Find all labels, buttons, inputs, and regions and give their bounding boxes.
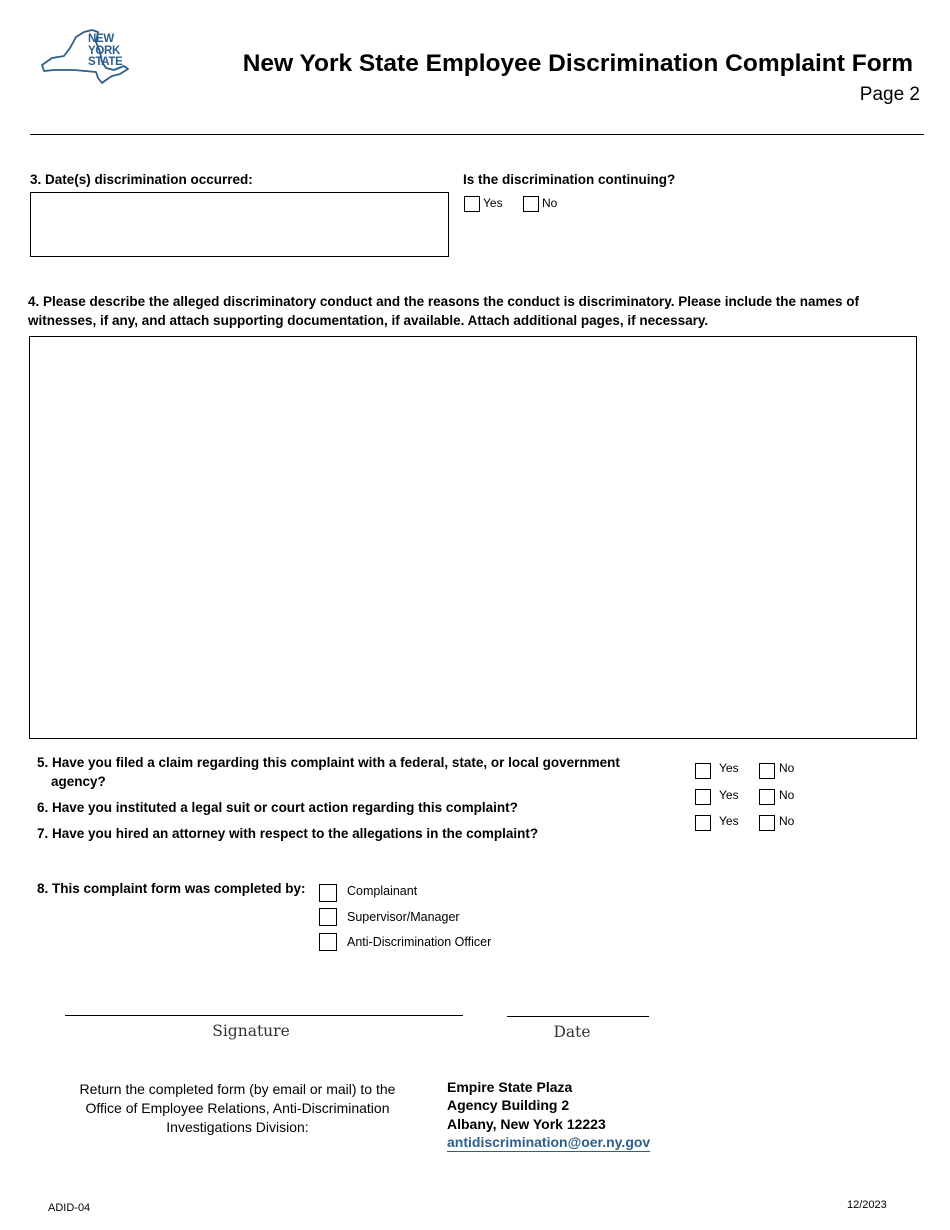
revision-date: 12/2023 [847,1199,887,1211]
date-label: Date [553,1023,591,1041]
q3-continuing-no-label: No [542,196,558,210]
q6-yes-label: Yes [719,788,739,802]
q8-officer-label: Anti-Discrimination Officer [347,935,492,949]
logo-text-line: NEW [88,33,114,45]
q7-yes-checkbox[interactable] [695,815,711,831]
logo-text-line: STATE [88,56,123,68]
logo-text-line: YORK [88,44,121,57]
date-line[interactable] [507,1016,649,1017]
q8-complainant-checkbox[interactable] [319,884,337,902]
q3-continuing-yes-checkbox[interactable] [464,196,480,212]
q5-no-checkbox[interactable] [759,763,775,779]
q7-no-label: No [779,814,795,828]
q4-label: 4. Please describe the alleged discriminatory conduct and the reasons the conduct is discriminatory. Please include the names of witnesses, if any, and attach supporting documentation, if available. Attach additional pages, if necessary. [28,294,860,328]
q8-supervisor-label: Supervisor/Manager [347,910,460,924]
logo-wordmark [88,34,123,69]
header-divider [30,134,924,135]
q6-no-label: No [779,788,795,802]
q3-continuing-yes-label: Yes [483,196,503,210]
form-id: ADID-04 [48,1202,91,1214]
signature-label: Signature [212,1022,290,1040]
q3-label: 3. Date(s) discrimination occurred: [30,172,253,187]
q3-continuing-label: Is the discrimination continuing? [463,172,676,187]
q8-supervisor-checkbox[interactable] [319,908,337,926]
q8-complainant-label: Complainant [347,884,418,898]
q5-label-line2: agency? [51,774,106,789]
q8-officer-checkbox[interactable] [319,933,337,951]
q7-label: 7. Have you hired an attorney with respect to the allegations in the complaint? [37,826,539,841]
address-line-3: Albany, New York 12223 [447,1116,606,1132]
q6-yes-checkbox[interactable] [695,789,711,805]
q6-label: 6. Have you instituted a legal suit or court action regarding this complaint? [37,800,518,815]
return-instructions: Return the completed form (by email or mail) to the Office of Employee Relations, Anti-Discrimination Investigations Division: [79,1081,396,1135]
q3-date-field[interactable] [30,192,449,257]
q5-yes-label: Yes [719,761,739,775]
q5-no-label: No [779,761,795,775]
signature-line[interactable] [65,1015,463,1016]
q5-yes-checkbox[interactable] [695,763,711,779]
email-link[interactable]: antidiscrimination@oer.ny.gov [447,1134,651,1150]
page-number: Page 2 [859,84,920,105]
q8-label: 8. This complaint form was completed by: [37,881,306,896]
address-line-1: Empire State Plaza [447,1079,573,1095]
q6-no-checkbox[interactable] [759,789,775,805]
q5-label-line1: 5. Have you filed a claim regarding this complaint with a federal, state, or local government [37,755,620,770]
address-line-2: Agency Building 2 [447,1097,570,1113]
q4-description-field[interactable] [29,336,917,739]
q7-yes-label: Yes [719,814,739,828]
q3-continuing-no-checkbox[interactable] [523,196,539,212]
form-title: New York State Employee Discrimination Complaint Form [242,50,913,77]
q7-no-checkbox[interactable] [759,815,775,831]
